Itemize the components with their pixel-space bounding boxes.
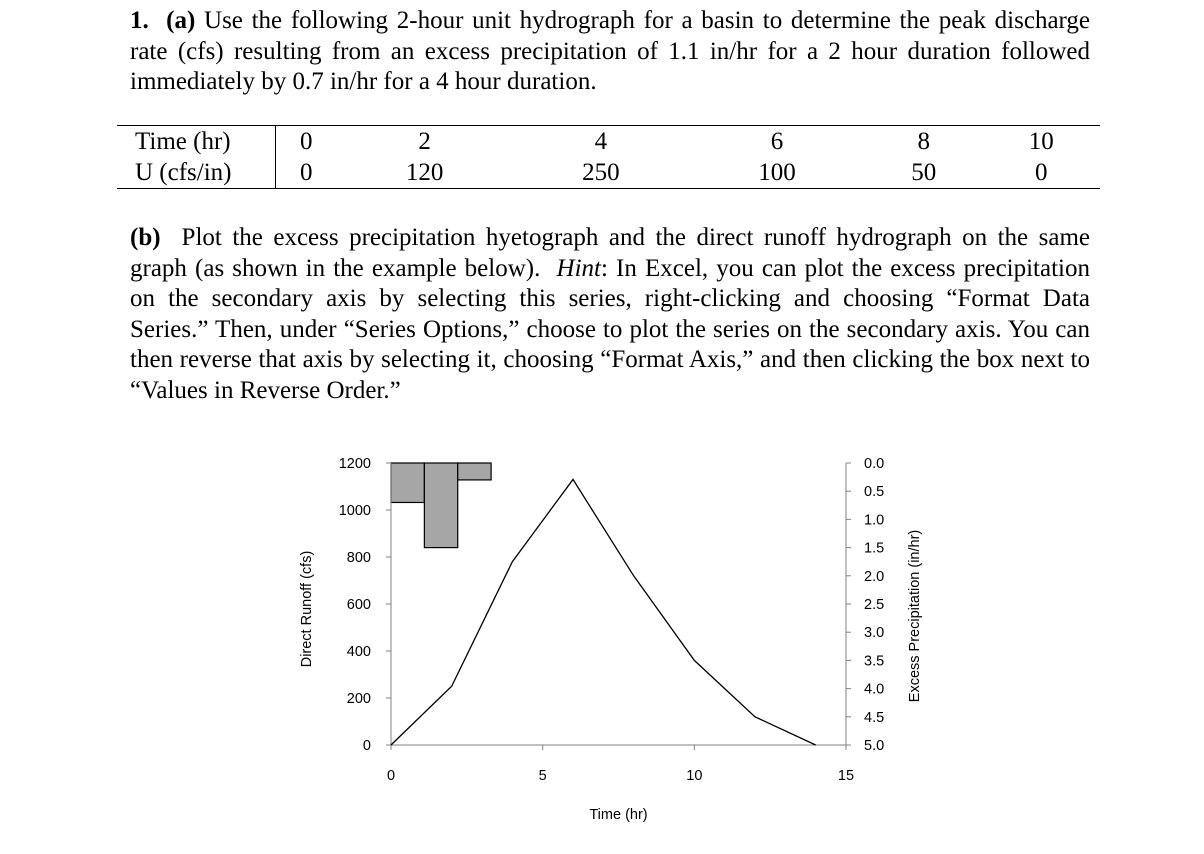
y2-tick-label: 5.0 xyxy=(864,738,885,754)
hint-label: Hint xyxy=(556,254,601,282)
y2-tick-label: 3.0 xyxy=(864,625,885,642)
precip-bar xyxy=(391,463,424,502)
table-cell: 10 xyxy=(983,126,1100,158)
part-b-text: Plot the excess precipitation hyetograph and the direct runoff hydrograph on the same graph (as shown in the example below). xyxy=(130,224,1091,282)
table-cell: 0 xyxy=(276,126,337,158)
y-axis-title: Direct Runoff (cfs) xyxy=(299,550,315,668)
precip-bar xyxy=(424,463,457,548)
precip-bar xyxy=(458,463,491,480)
x-tick-label: 10 xyxy=(686,768,703,784)
row-label-u: U (cfs/in) xyxy=(117,157,276,189)
y2-tick-label: 3.5 xyxy=(864,653,885,670)
table-cell: 0 xyxy=(276,157,337,189)
table-cell: 4 xyxy=(513,126,689,158)
table-cell: 250 xyxy=(513,157,689,189)
y-tick-label: 600 xyxy=(346,597,371,613)
part-a-text: Use the following 2-hour unit hydrograph for a basin to determine the peak discharge rate (cfs) resulting from an excess precipitation of 1.1 in/hr for a 2 hour duration followed immediately by 0.7 in/hr for a 4 hour duration. xyxy=(130,7,1091,95)
part-a-label: (a) xyxy=(166,7,196,34)
y2-tick-label: 2.5 xyxy=(864,597,885,613)
y2-axis-title: Excess Precipitation (in/hr) xyxy=(907,529,923,703)
y2-tick-label: 4.0 xyxy=(864,681,885,698)
row-label-time: Time (hr) xyxy=(117,126,276,158)
y-tick-label: 200 xyxy=(346,691,371,707)
table-cell: 2 xyxy=(337,126,513,158)
y-tick-label: 800 xyxy=(346,550,371,566)
table-cell: 0 xyxy=(983,157,1100,189)
x-tick-label: 5 xyxy=(538,768,547,784)
table-cell: 120 xyxy=(337,157,513,189)
y-tick-label: 1000 xyxy=(338,503,371,519)
y-tick-label: 400 xyxy=(346,644,371,660)
part-b-label: (b) xyxy=(130,224,161,251)
y-tick-label: 1200 xyxy=(338,456,371,472)
y2-tick-label: 1.0 xyxy=(864,512,885,529)
y2-tick-label: 0.0 xyxy=(864,456,885,472)
part-b-hint-text: : In Excel, you can plot the excess precipitation on the secondary axis by selecting this series, right-clicking and choosing “Format Data Series.” Then, under “Series Options,” choose to plot the series on the secondary axis. You can then reverse that axis by selecting it, choosing “Format Axis,” and then clicking the box next to “Values in Reverse Order.” xyxy=(130,254,1090,404)
y2-tick-label: 2.0 xyxy=(864,568,885,585)
x-tick-label: 0 xyxy=(386,768,396,784)
y-tick-label: 0 xyxy=(362,738,371,754)
table-cell: 50 xyxy=(865,157,982,189)
x-tick-label: 15 xyxy=(837,768,855,784)
y2-tick-label: 0.5 xyxy=(864,484,885,501)
x-axis-title: Time (hr) xyxy=(589,807,648,823)
y2-tick-label: 1.5 xyxy=(864,540,885,557)
problem-number: 1. xyxy=(130,7,149,34)
table-cell: 100 xyxy=(689,157,865,189)
table-cell: 6 xyxy=(689,126,865,158)
y2-tick-label: 4.5 xyxy=(864,709,885,726)
table-cell: 8 xyxy=(865,126,982,158)
